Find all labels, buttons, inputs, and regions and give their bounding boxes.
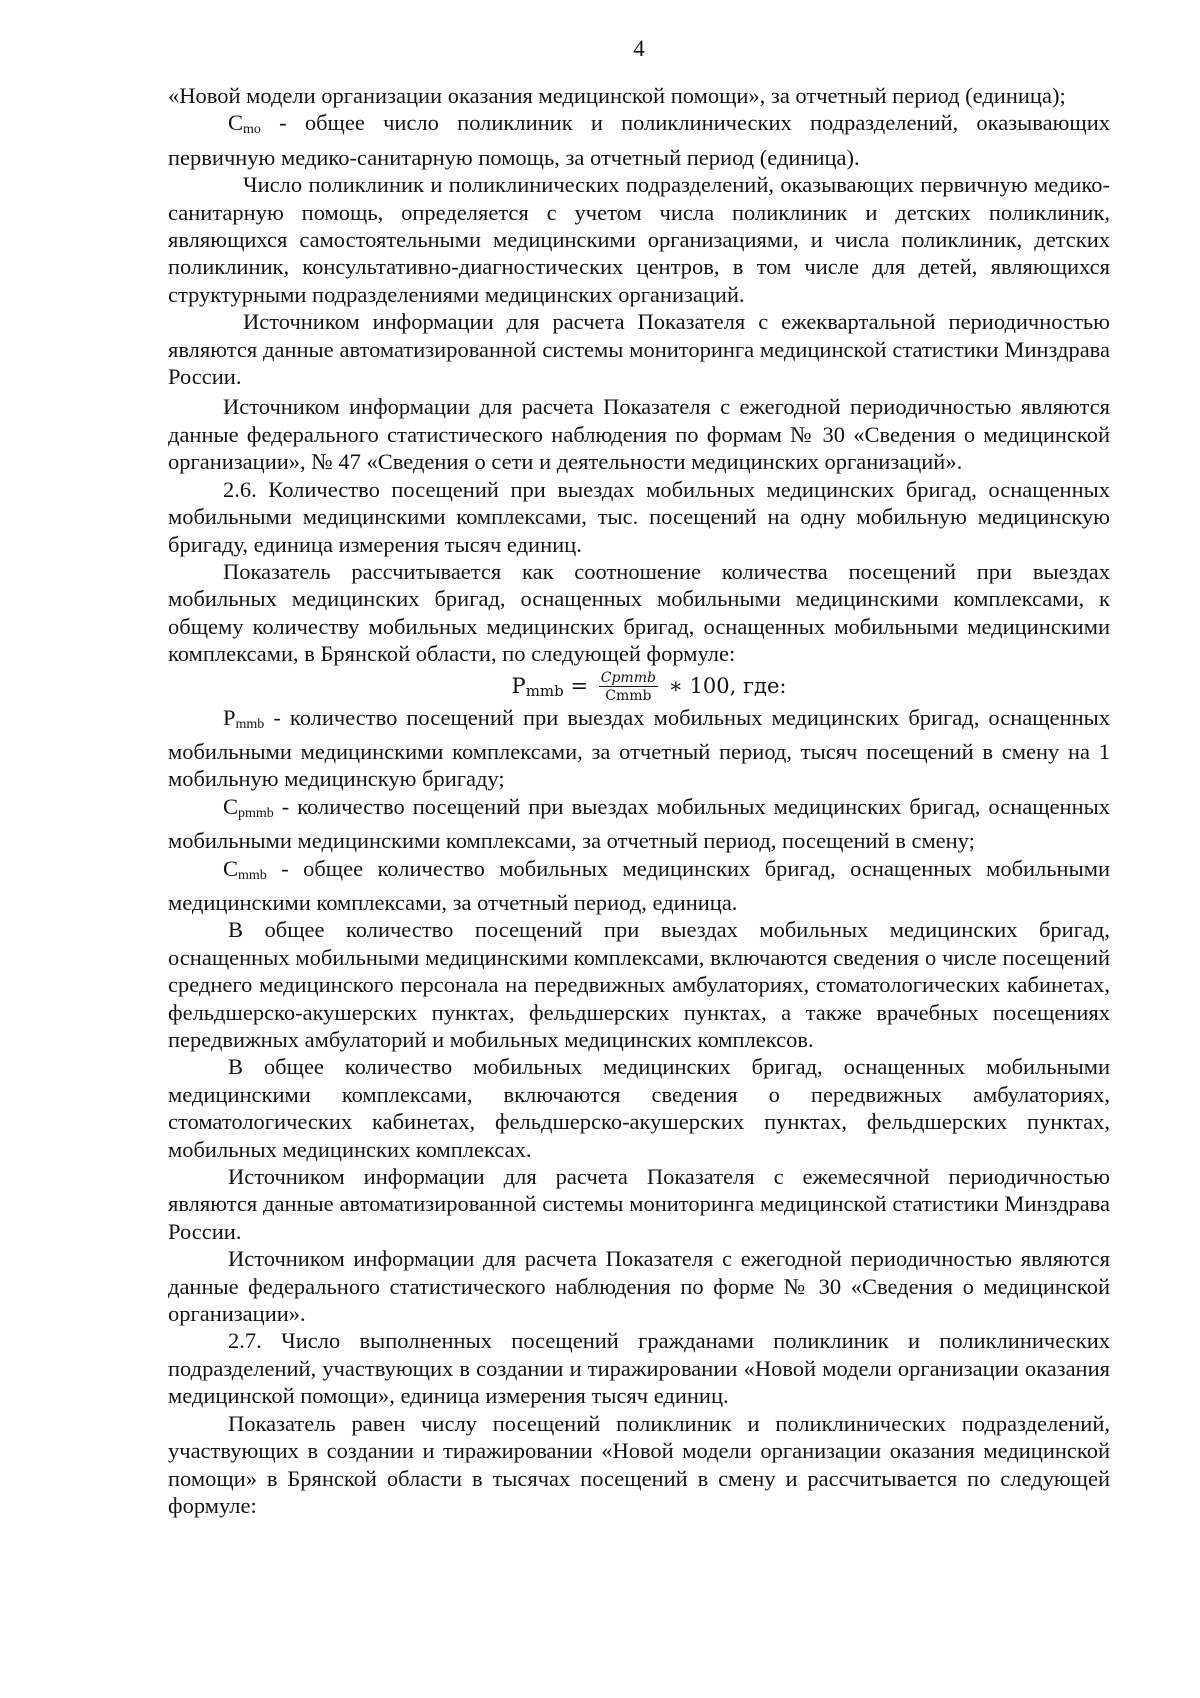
- definition-text: - количество посещений при выездах мобильных медицинских бригад, оснащенных мобильными медицинскими комплексами, за отчетный период, тысяч посещений в смену на 1 мобильную медицинскую бригаду;: [168, 704, 1110, 792]
- paragraph-continuation: «Новой модели организации оказания медицинской помощи», за отчетный период (единица);: [168, 83, 1066, 108]
- formula-numerator: [599, 671, 658, 687]
- denominator-symbol: C: [605, 688, 616, 705]
- section-heading-2-6: 2.6. Количество посещений при выездах мобильных медицинских бригад, оснащенных мобильными медицинскими комплексами, тыс. посещений на одну мобильную медицинскую бригаду, единица измерения тысяч единиц.: [168, 476, 1110, 557]
- definition-cpmmb: [168, 793, 1110, 855]
- formula-pmmb: [168, 668, 1110, 704]
- formula-tail: ∗ 100, где:: [668, 673, 787, 698]
- symbol-subscript: mo: [243, 122, 261, 138]
- page-number: 4: [633, 36, 645, 61]
- formula-lhs-symbol: P: [511, 673, 526, 698]
- formula-fraction: [599, 671, 658, 703]
- paragraph-calculation-method: Показатель рассчитывается как соотношение количества посещений при выездах мобильных медицинских бригад, оснащенных мобильными медицинскими комплексами, к общему количеству мобильных медицинских бригад, оснащенных мобильными медицинскими комплексами, в Брянской области, по следующей формуле:: [168, 558, 1110, 667]
- definition-text: - общее количество мобильных медицинских бригад, оснащенных мобильными медицинскими комплексами, за отчетный период, единица.: [168, 855, 1110, 915]
- paragraph-brigades-included: В общее количество мобильных медицинских бригад, оснащенных мобильными медицинскими комплексами, включаются сведения о передвижных амбулаториях, стоматологических кабинетах, фельдшерско-акушерских пунктах, фельдшерских пунктах, мобильных медицинских комплексах.: [168, 1054, 1110, 1162]
- definition-text: - общее число поликлиник и поликлинических подразделений, оказывающих первичную медико-санитарную помощь, за отчетный период (единица).: [168, 110, 1110, 170]
- definition-pmmb: [168, 704, 1110, 793]
- paragraph-source-monthly: Источником информации для расчета Показателя с ежемесячной периодичностью являются данные автоматизированной системы мониторинга медицинской статистики Минздрава России.: [168, 1164, 1110, 1244]
- symbol-c: C: [228, 110, 244, 136]
- formula-lhs-subscript: mmb: [525, 681, 564, 700]
- numerator-symbol: C: [600, 670, 612, 687]
- symbol-subscript: mmb: [238, 867, 267, 883]
- definition-cmo: [168, 109, 1110, 171]
- symbol-c: C: [223, 793, 239, 819]
- paragraph-visits-included: В общее количество посещений при выездах мобильных медицинских бригад, оснащенных мобильными медицинскими комплексами, включаются сведения о числе посещений среднего медицинского персонала на передвижных амбулаториях, стоматологических кабинетах, фельдшерско-акушерских пунктах, фельдшерских пунктах, а также врачебных посещениях передвижных амбулаторий и мобильных медицинских комплексов.: [168, 917, 1110, 1052]
- section-heading-2-7: 2.7. Число выполненных посещений гражданами поликлиник и поликлинических подразделений, участвующих в создании и тиражировании «Новой модели организации оказания медицинской помощи», единица измерения тысяч единиц.: [168, 1328, 1110, 1409]
- paragraph-source-annual-2: Источником информации для расчета Показателя с ежегодной периодичностью являются данные федерального статистического наблюдения по форме № 30 «Сведения о медицинской организации».: [168, 1246, 1110, 1327]
- document-body: [168, 82, 1110, 1519]
- definition-text: - количество посещений при выездах мобильных медицинских бригад, оснащенных мобильными медицинскими комплексами, за отчетный период, посещений в смену;: [168, 793, 1110, 854]
- paragraph-source-quarterly: Источником информации для расчета Показателя с ежеквартальной периодичностью являются данные автоматизированной системы мониторинга медицинской статистики Минздрава России.: [168, 309, 1110, 390]
- symbol-subscript: pmmb: [238, 805, 274, 821]
- denominator-subscript: mmb: [615, 688, 652, 705]
- paragraph-source-annual: Источником информации для расчета Показателя с ежегодной периодичностью являются данные федерального статистического наблюдения по формам № 30 «Сведения о медицинской организации», № 47 «Сведения о сети и деятельности медицинских организаций».: [168, 394, 1110, 475]
- formula-denominator: [599, 687, 658, 703]
- paragraph-indicator-equals: Показатель равен числу посещений поликлиник и поликлинических подразделений, участвующих в создании и тиражировании «Новой модели организации оказания медицинской помощи» в Брянской области в тысячах посещений в смену и рассчитывается по следующей формуле:: [168, 1410, 1110, 1518]
- symbol-subscript: mmb: [235, 716, 265, 732]
- symbol-c: C: [223, 855, 239, 881]
- definition-cmmb: [168, 855, 1110, 917]
- paragraph-polyclinic-count: Число поликлиник и поликлинических подразделений, оказывающих первичную медико-санитарную помощь, определяется с учетом числа поликлиник и детских поликлиник, являющихся самостоятельными медицинскими организациями, и числа поликлиник, детских поликлиник, консультативно-диагностических центров, в том числе для детей, являющихся структурными подразделениями медицинских организаций.: [168, 172, 1110, 307]
- formula-equals: =: [570, 673, 589, 698]
- numerator-subscript: pmmb: [611, 670, 656, 687]
- symbol-p: P: [223, 704, 236, 730]
